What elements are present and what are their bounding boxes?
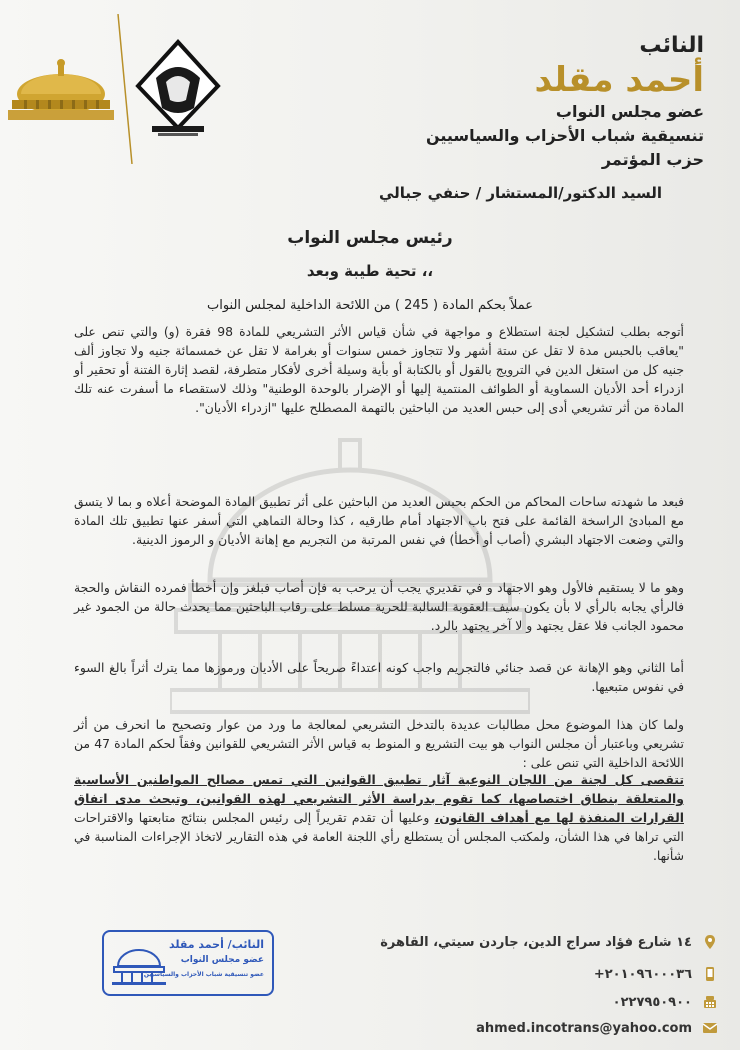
parliament-dome-logo	[6, 58, 116, 124]
paragraph-request: أتوجه بطلب لتشكيل لجنة استطلاع و مواجهة في شأن قياس الأثر التشريعي للمادة 98 فقرة (و) والتي تنص على "يعاقب بالحبس مدة لا تقل عن ستة أشهر ولا تتجاوز خمس سنوات أو بغرامة لا تقل عن خمسمائة جنيه ولا تجاوز ألف جنيه كل من استغل الدين في الترويج بالقول أو بالكتابة أو بأية وسيلة أخرى لأفكار متطرفة، لقصد إثارة الفتنة أو تحقير أو ازدراء أحد الأديان السماوية أو الطوائف المنتمية إليها أو الإضرار بالوحدة الوطنية" وذلك لاستقصاء ما أسفرت عنه تلك المادة من أثر تشريعي أدى إلى حبس العديد من الباحثين بالتهمة المصطلح عليها "ازدراء الأديان".	[74, 324, 685, 415]
mp-name: أحمد مقلد	[534, 60, 704, 100]
location-icon	[702, 934, 718, 950]
mp-party: حزب المؤتمر	[601, 150, 704, 169]
contact-phone-row	[613, 990, 718, 1014]
article-47-underlined: تتقصى كل لجنة من اللجان النوعية آثار تطبيق القوانين التي تمس مصالح المواطنين الأساسية والمتعلقة بنطاق اختصاصها، كما تقوم بدراسة الأثر التشريعي لهذه القوانين، وتبحث مدى اتفاق القرارات المنفذة لها مع أهداف القانون،	[74, 772, 684, 825]
contact-mobile-row	[594, 962, 718, 986]
paragraph-ijtihad: وهو ما لا يستقيم فالأول وهو الاجتهاد و في تقديري يجب أن يرحب به فإن أصاب فبلغز وإن أخطأ فمرده النقاش والحجة فالرأي يجابه بالرأي لا بأن يكون سيف العقوبة السالبة للحرية مسلط على رقاب الباحثين مما يحدث حالة من الجمود غير محمود الجانب فلا عقل يجتهد و لا آخر يجتهد بالرد.	[74, 580, 684, 633]
coordination-party-logo	[132, 38, 224, 138]
contact-email-row	[476, 1016, 718, 1040]
header-title-block	[364, 32, 704, 172]
stamp-name: النائب/ أحمد مقلد	[169, 938, 264, 951]
contact-phone: ٠٢٢٧٩٥٠٩٠٠	[612, 994, 692, 1010]
contact-mobile: +٢٠١٠٩٦٠٠٠٣٦	[593, 966, 692, 982]
phone-icon	[702, 994, 718, 1010]
article-47-rest: وعليها أن تقدم تقريراً إلى رئيس المجلس بنتائج متابعتها والاقتراحات التي تراها في هذا الشأن، ولمكتب المجلس أن يستطلع رأي اللجنة العامة في هذه التقارير لاتخاذ الإجراءات المناسبة في شأنها.	[74, 810, 684, 863]
intro-line: عملاً بحكم المادة ( 245 ) من اللائحة الداخلية لمجلس النواب	[206, 298, 534, 313]
contact-address-row	[380, 930, 718, 954]
speaker-title: رئيس مجلس النواب	[287, 228, 453, 248]
mobile-icon	[702, 966, 718, 982]
official-stamp	[102, 930, 274, 996]
addressee: السيد الدكتور/المستشار / حنفي جبالي	[378, 184, 662, 202]
mp-membership: عضو مجلس النواب	[555, 102, 704, 121]
stamp-dome-icon	[110, 940, 168, 986]
contact-email[interactable]: ahmed.incotrans@yahoo.com	[476, 1020, 692, 1036]
paragraph-article-47	[74, 770, 684, 865]
stamp-coordination: عضو تنسيقية شباب الأحزاب والسياسيين	[143, 971, 264, 978]
greeting: تحية طيبة وبعد ،،	[306, 262, 434, 280]
mp-title: النائب	[639, 33, 704, 58]
paragraph-legislation: ولما كان هذا الموضوع محل مطالبات عديدة بالتدخل التشريعي لمعالجة ما ورد من عوار وتصحيح ما انحرف من أثر تشريعي وباعتبار أن مجلس النواب هو بيت التشريع و المنوط به قياس الأثر التشريعي للقوانين وفقاً لحكم المادة 47 من اللائحة الداخلية التي تنص على :	[74, 717, 684, 770]
mp-coordination: تنسيقية شباب الأحزاب والسياسيين	[425, 126, 704, 145]
paragraph-courts: فبعد ما شهدته ساحات المحاكم من الحكم بحبس العديد من الباحثين على أثر تطبيق المادة الموضحة أعلاه و بما لا يتسق مع المبادئ الراسخة القائمة على فتح باب الاجتهاد أمام طارقيه ، كذا وحالة التماهي التي أسفر عنها تطبيق تلك المادة والتي وضعت الاجتهاد البشري (أصاب أو أخطأ) في نفس المرتبة من التجريم مع إهانة الأديان و الرموز الدينية.	[74, 494, 684, 547]
paragraph-insult: أما الثاني وهو الإهانة عن قصد جنائي فالتجريم واجب كونه اعتداءً صريحاً على الأديان ورموزها مما يترك أثراً بالغ السوء في نفوس متبعيها.	[74, 660, 684, 694]
contact-address: ١٤ شارع فؤاد سراج الدين، جاردن سيتي، القاهرة	[380, 934, 692, 950]
email-icon	[702, 1020, 718, 1036]
stamp-membership: عضو مجلس النواب	[180, 955, 264, 965]
